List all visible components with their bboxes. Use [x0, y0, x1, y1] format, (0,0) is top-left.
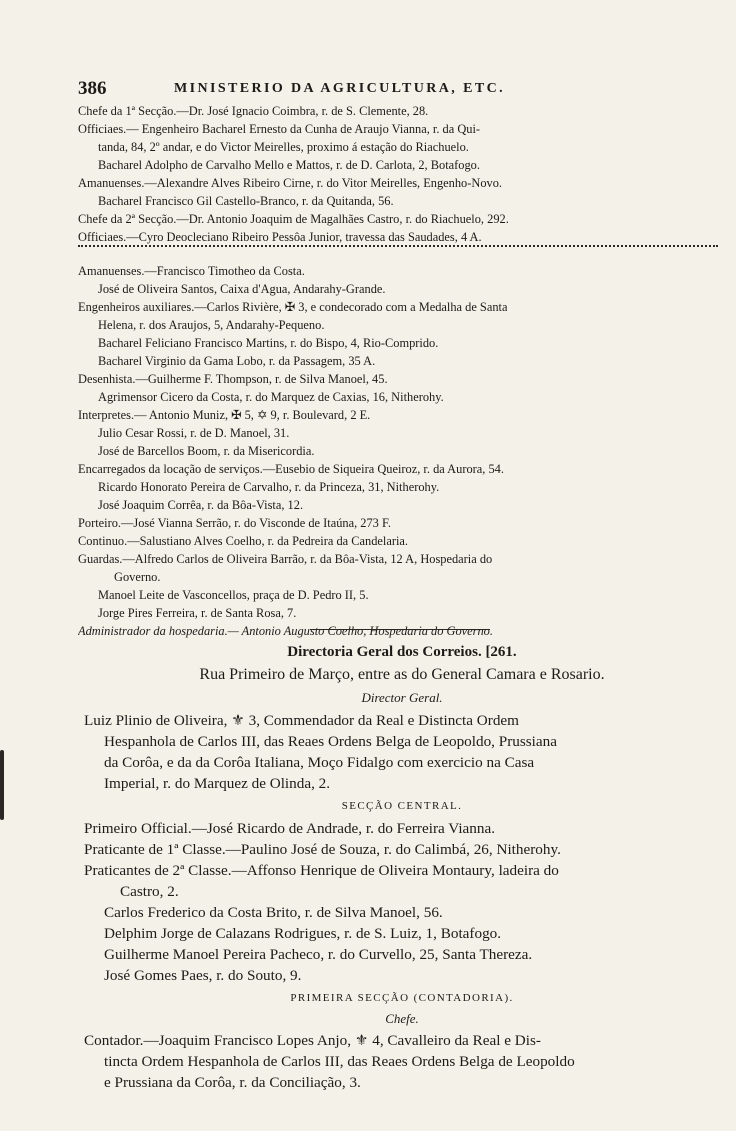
text-line: Hespanhola de Carlos III, das Reaes Ordens Belga de Leopoldo, Prussiana [104, 733, 557, 750]
text-line: da Corôa, e da da Corôa Italiana, Moço Fidalgo com exercicio na Casa [104, 754, 535, 771]
dotted-separator [78, 245, 718, 247]
text-line: Officiaes.—Cyro Deocleciano Ribeiro Pessôa Junior, travessa das Saudades, 4 A. [78, 230, 482, 244]
text-line: Encarregados da locação de serviços.—Eusebio de Siqueira Queiroz, r. da Aurora, 54. [78, 462, 504, 476]
subheading: Director Geral. [361, 690, 443, 705]
text-line: Jorge Pires Ferreira, r. de Santa Rosa, 7. [98, 606, 297, 620]
text-line: Ricardo Honorato Pereira de Carvalho, r. da Princeza, 31, Nitherohy. [98, 480, 440, 494]
page-number: 386 [78, 78, 107, 99]
text-line: Bacharel Adolpho de Carvalho Mello e Mattos, r. de D. Carlota, 2, Botafogo. [98, 158, 480, 172]
text-line: José de Barcellos Boom, r. da Misericordia. [98, 444, 315, 458]
text-line: Julio Cesar Rossi, r. de D. Manoel, 31. [98, 426, 290, 440]
subheading: PRIMEIRA SECÇÃO (CONTADORIA). [290, 992, 514, 1004]
text-line: Praticante de 1ª Classe.—Paulino José de Souza, r. do Calimbá, 26, Nitherohy. [84, 841, 561, 858]
text-line: Contador.—Joaquim Francisco Lopes Anjo, ⚜ 4, Cavalleiro da Real e Dis- [84, 1032, 541, 1049]
text-line: tincta Ordem Hespanhola de Carlos III, das Reaes Ordens Belga de Leopoldo [104, 1053, 575, 1070]
text-line: Administrador da hospedaria.— Antonio Augusto Coelho, Hospedaria do Governo. [78, 624, 493, 638]
text-line: Delphim Jorge de Calazans Rodrigues, r. de S. Luiz, 1, Botafogo. [104, 925, 502, 942]
text-line: José Joaquim Corrêa, r. da Bôa-Vista, 12. [98, 498, 304, 512]
horizontal-rule [310, 629, 490, 630]
text-line: Porteiro.—José Vianna Serrão, r. do Visconde de Itaúna, 273 F. [78, 516, 391, 530]
text-line: Bacharel Virginio da Gama Lobo, r. da Passagem, 35 A. [98, 354, 376, 368]
text-line: Agrimensor Cicero da Costa, r. do Marquez de Caxias, 16, Nitherohy. [98, 390, 444, 404]
text-line: Amanuenses.—Francisco Timotheo da Costa. [78, 264, 305, 278]
text-line: Helena, r. dos Araujos, 5, Andarahy-Pequeno. [98, 318, 325, 332]
text-line: e Prussiana da Corôa, r. da Conciliação, 3. [104, 1074, 361, 1091]
section-title: Directoria Geral dos Correios. [261. [287, 644, 517, 660]
text-line: Bacharel Feliciano Francisco Martins, r. do Bispo, 4, Rio-Comprido. [98, 336, 439, 350]
text-line: Praticantes de 2ª Classe.—Affonso Henrique de Oliveira Montaury, ladeira do [84, 862, 559, 879]
text-line: Chefe da 1ª Secção.—Dr. José Ignacio Coimbra, r. de S. Clemente, 28. [78, 104, 429, 118]
text-line: Luiz Plinio de Oliveira, ⚜ 3, Commendador da Real e Distincta Ordem [84, 712, 519, 729]
text-line: Chefe da 2ª Secção.—Dr. Antonio Joaquim de Magalhães Castro, r. do Riachuelo, 292. [78, 212, 509, 226]
text-line: Guardas.—Alfredo Carlos de Oliveira Barrão, r. da Bôa-Vista, 12 A, Hospedaria do [78, 552, 493, 566]
text-line: Desenhista.—Guilherme F. Thompson, r. de Silva Manoel, 45. [78, 372, 388, 386]
text-line: Continuo.—Salustiano Alves Coelho, r. da Pedreira da Candelaria. [78, 534, 409, 548]
text-line: Amanuenses.—Alexandre Alves Ribeiro Cirne, r. do Vitor Meirelles, Engenho-Novo. [78, 176, 503, 190]
text-line: Governo. [114, 570, 161, 584]
subheading: Chefe. [385, 1011, 419, 1026]
running-head: MINISTERIO DA AGRICULTURA, ETC. [174, 81, 505, 96]
section-address: Rua Primeiro de Março, entre as do General Camara e Rosario. [199, 666, 605, 683]
text-line: tanda, 84, 2º andar, e do Victor Meirelles, proximo á estação do Riachuelo. [98, 140, 469, 154]
text-line: José Gomes Paes, r. do Souto, 9. [104, 967, 302, 984]
text-line: Interpretes.— Antonio Muniz, ✠ 5, ✡ 9, r. Boulevard, 2 E. [78, 408, 371, 422]
text-line: Officiaes.— Engenheiro Bacharel Ernesto da Cunha de Araujo Vianna, r. da Qui- [78, 122, 481, 136]
page-header [78, 78, 718, 100]
text-line: Primeiro Official.—José Ricardo de Andrade, r. do Ferreira Vianna. [84, 820, 496, 837]
text-line: Imperial, r. do Marquez de Olinda, 2. [104, 775, 331, 792]
text-line: Castro, 2. [120, 883, 179, 900]
text-line: Guilherme Manoel Pereira Pacheco, r. do Curvello, 25, Santa Thereza. [104, 946, 533, 963]
text-line: José de Oliveira Santos, Caixa d'Agua, Andarahy-Grande. [98, 282, 386, 296]
text-line: Carlos Frederico da Costa Brito, r. de Silva Manoel, 56. [104, 904, 443, 921]
text-line: Engenheiros auxiliares.—Carlos Rivière, ✠ 3, e condecorado com a Medalha de Santa [78, 300, 508, 314]
subheading: SECÇÃO CENTRAL. [341, 800, 463, 812]
text-line: Bacharel Francisco Gil Castello-Branco, r. da Quitanda, 56. [98, 194, 394, 208]
binding-mark [0, 750, 4, 820]
text-line: Manoel Leite de Vasconcellos, praça de D. Pedro II, 5. [98, 588, 369, 602]
